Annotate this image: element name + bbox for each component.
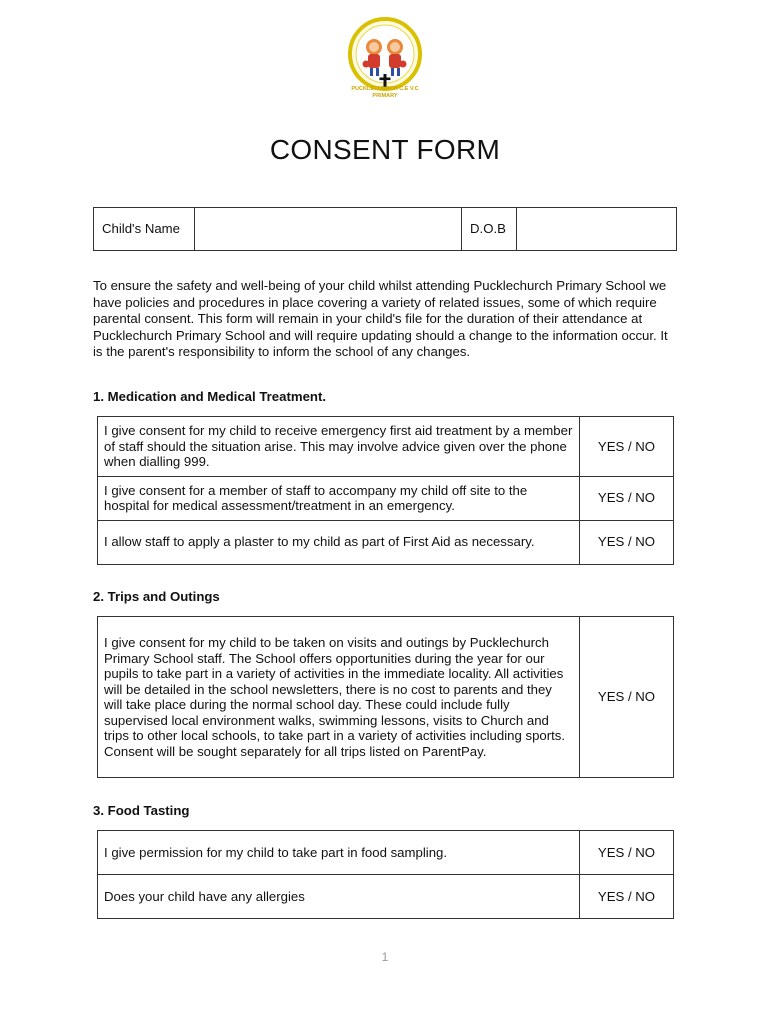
section-heading-medication: 1. Medication and Medical Treatment. [93,389,327,404]
table-row [98,417,674,477]
question-cell: I give consent for a member of staff to accompany my child off site to the hospital for medical assessment/treatment in an emergency. [98,476,580,520]
child-name-field[interactable] [195,208,462,251]
yes-no-answer[interactable]: YES / NO [580,476,674,520]
yes-no-answer[interactable]: YES / NO [580,520,674,564]
table-row [98,617,674,778]
yes-no-answer[interactable]: YES / NO [580,617,674,778]
logo-caption [320,86,450,100]
page-title: CONSENT FORM [269,134,501,165]
child-info-table [93,207,677,251]
yes-no-answer[interactable]: YES / NO [580,417,674,477]
question-cell: I allow staff to apply a plaster to my child as part of First Aid as necessary. [98,520,580,564]
food-table [97,830,674,919]
table-row [98,875,674,919]
page-number: 1 [381,950,389,964]
logo-caption-line2: PRIMARY [372,93,398,99]
trips-table [97,616,674,778]
medication-table [97,416,674,565]
table-row [98,476,674,520]
table-row [98,831,674,875]
table-row [98,520,674,564]
section-heading-trips: 2. Trips and Outings [93,589,220,604]
intro-paragraph: To ensure the safety and well-being of your child whilst attending Pucklechurch Primary School we have policies and procedures in place covering a variety of related issues, some of which require parental consent. This form will remain in your child's file for the duration of their attendance at Pucklechurch Primary School and will require updating should a change to the information occur. It is the parent's responsibility to inform the school of any changes. [93,278,668,360]
yes-no-answer[interactable]: YES / NO [580,831,674,875]
section-heading-food: 3. Food Tasting [93,803,190,818]
child-name-label: Child's Name [94,208,195,251]
yes-no-answer[interactable]: YES / NO [580,875,674,919]
question-cell: I give permission for my child to take part in food sampling. [98,831,580,875]
dob-label: D.O.B [462,208,517,251]
logo-caption-line1: PUCKLECHURCH C.E V.C [351,86,419,92]
question-cell: Does your child have any allergies [98,875,580,919]
question-cell: I give consent for my child to receive emergency first aid treatment by a member of staff should the situation arise. This may involve advice given over the phone when dialling 999. [98,417,580,477]
question-cell: I give consent for my child to be taken on visits and outings by Pucklechurch Primary School staff. The School offers opportunities during the year for our pupils to take part in a variety of activities in the immediate locality. All activities will be detailed in the school newsletters, there is no cost to parents and they will take place during the normal school day. These could include fully supervised local environment walks, swimming lessons, visits to Church and trips to other local schools, to take part in a variety of activities including sports. Consent will be sought separately for all trips listed on ParentPay. [98,617,580,778]
dob-field[interactable] [517,208,677,251]
